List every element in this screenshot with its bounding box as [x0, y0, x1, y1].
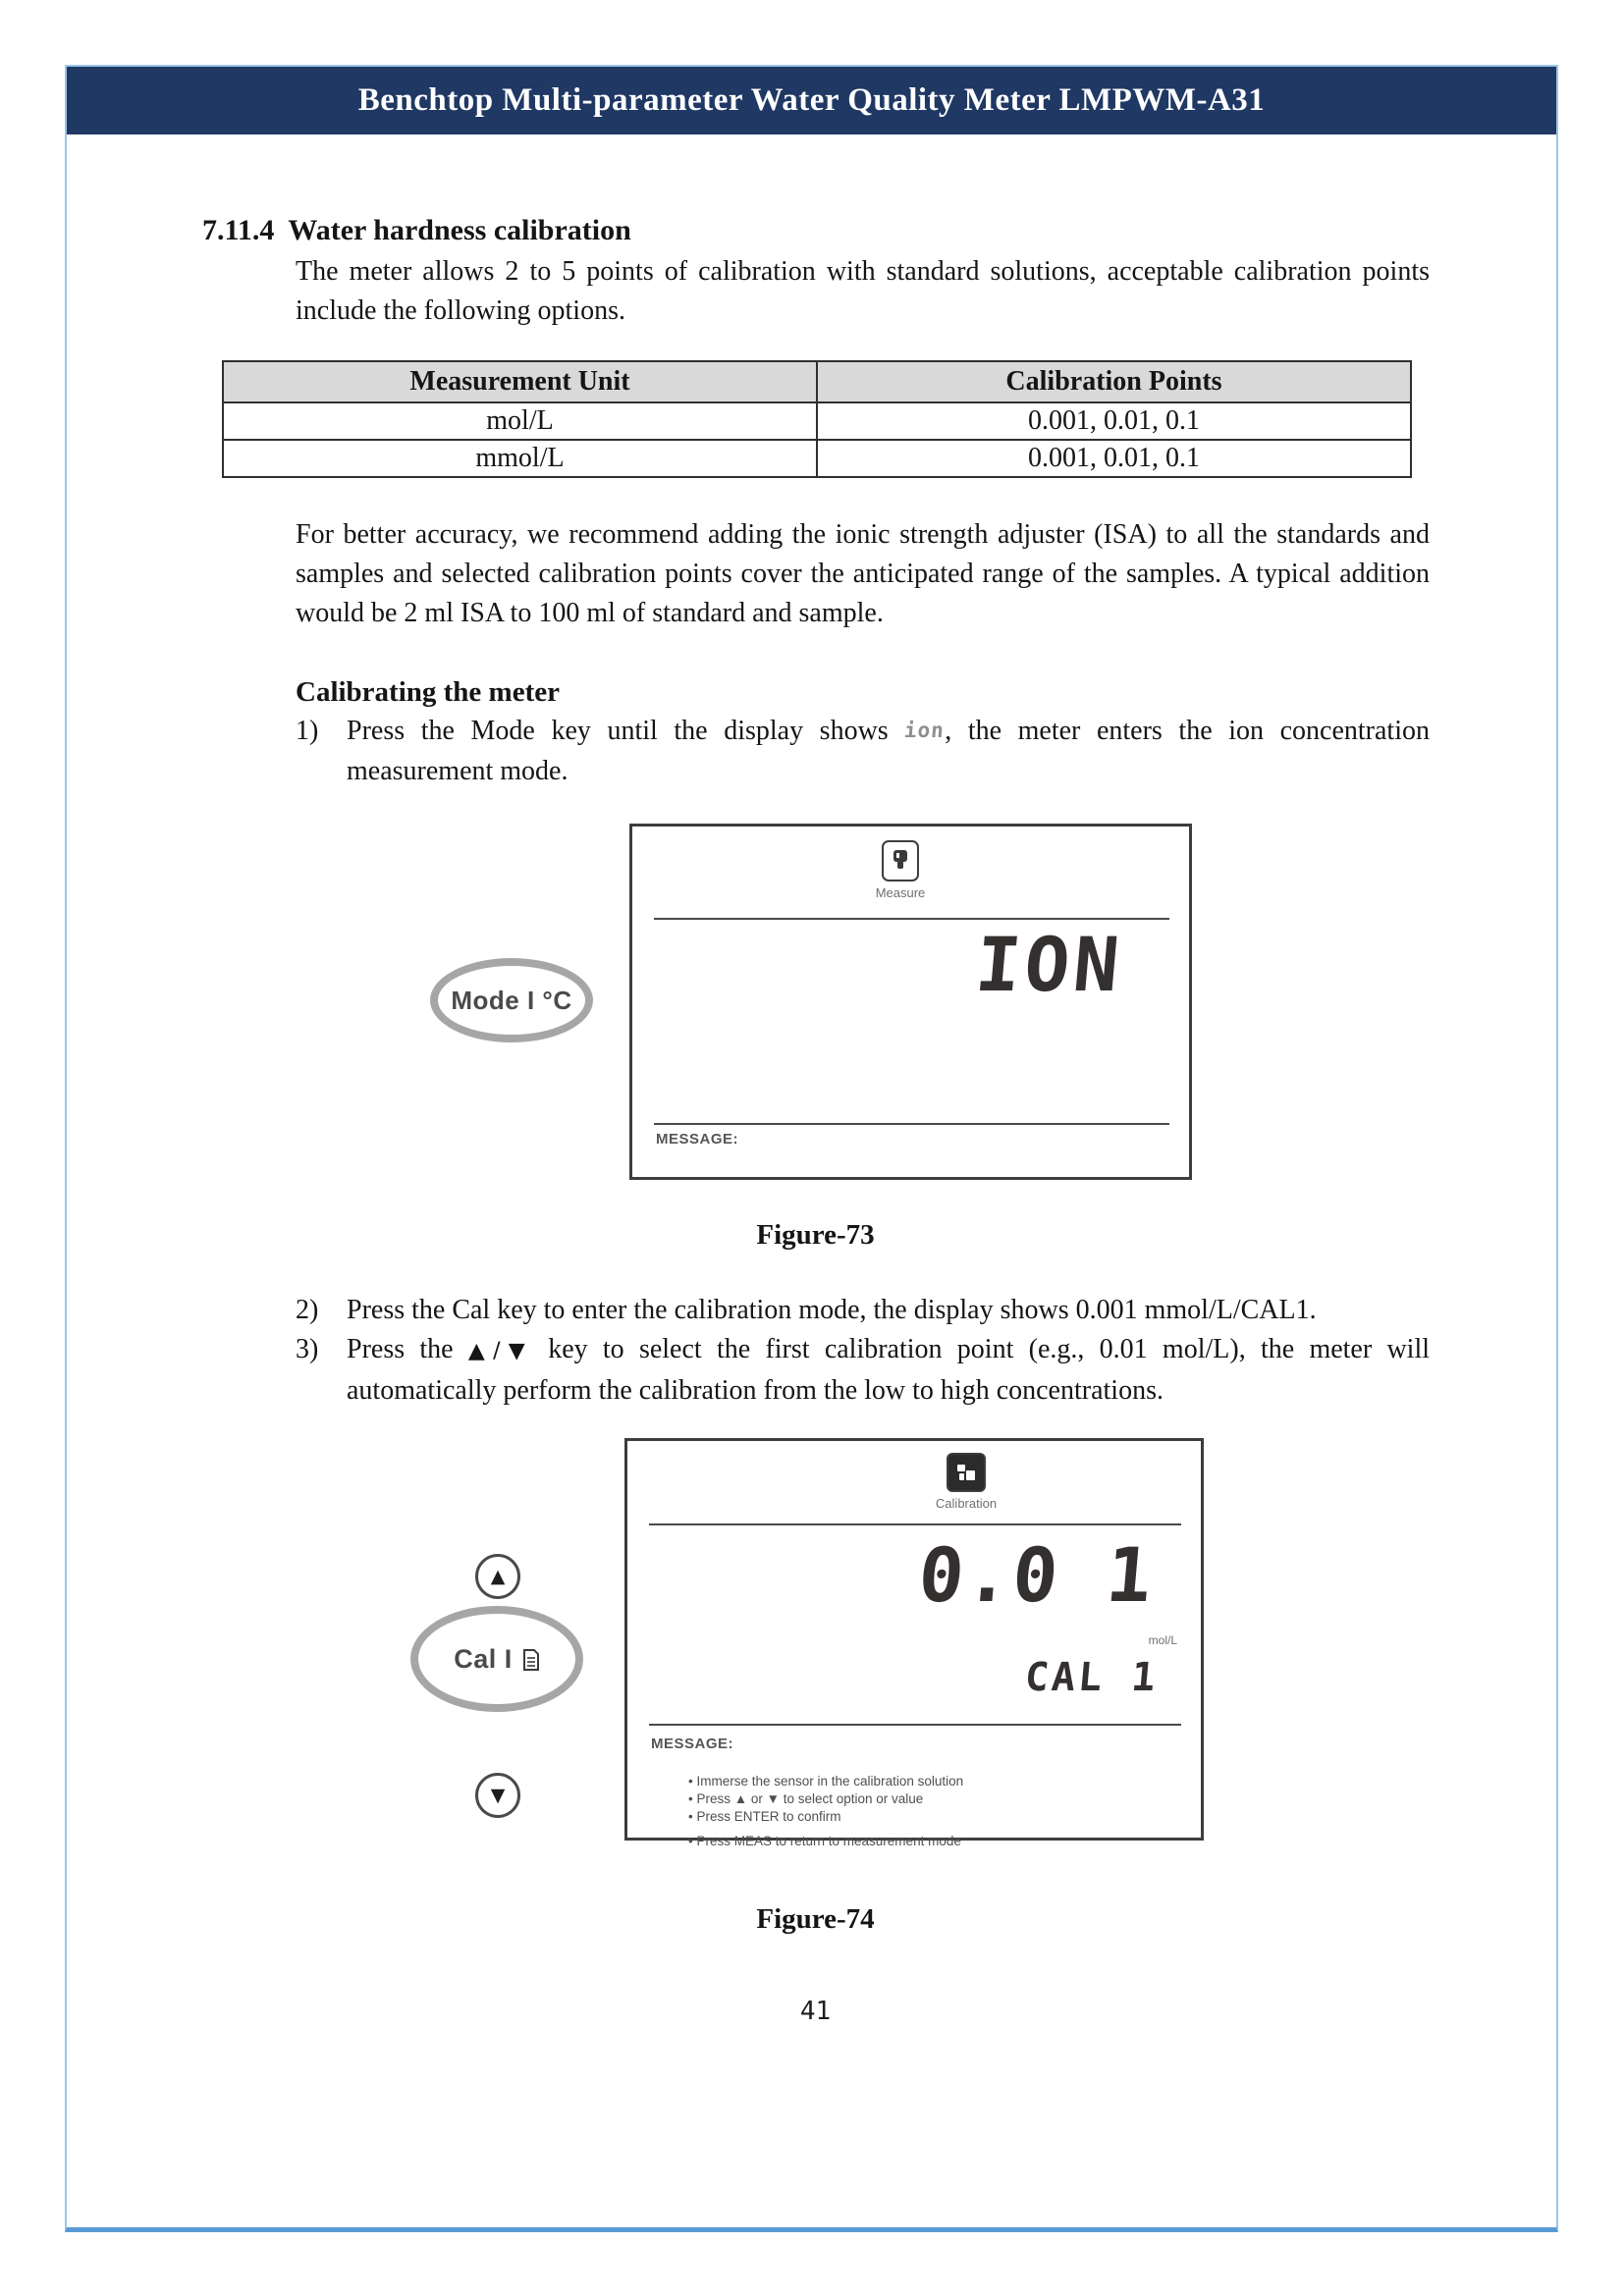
table-header-row — [223, 361, 1411, 402]
table-row — [223, 402, 1411, 440]
section-intro: The meter allows 2 to 5 points of calibration with standard solutions, acceptable calibration points include the following options. — [296, 256, 1430, 326]
ion-lcd-inline-icon: ion — [903, 719, 947, 742]
isa-paragraph: For better accuracy, we recommend adding the ionic strength adjuster (ISA) to all the standards and samples and selected calibration points cover the anticipated range of the samples. A typical addition would be 2 ml ISA to 100 ml of standard and sample. — [296, 519, 1430, 628]
calibration-points-table — [222, 360, 1412, 478]
lcd-ion-readout: ION — [971, 921, 1126, 1008]
step-number: 2) — [296, 1295, 319, 1325]
hint-item: • Press ▲ or ▼ to select option or value — [688, 1790, 1171, 1808]
display-divider — [654, 1123, 1169, 1125]
measure-mode-indicator — [856, 840, 945, 900]
cell-unit: mmol/L — [223, 440, 817, 477]
cell-points: 0.001, 0.01, 0.1 — [817, 402, 1411, 440]
message-label: MESSAGE: — [651, 1735, 734, 1752]
message-label: MESSAGE: — [656, 1131, 739, 1148]
mode-key-button — [430, 958, 593, 1042]
calibrating-subheading: Calibrating the meter — [296, 676, 560, 708]
lcd-unit-label: mol/L — [1148, 1633, 1177, 1647]
figure-74-caption: Figure-74 — [756, 1903, 875, 1935]
up-arrow-key-button — [475, 1554, 520, 1599]
figure-74-graphic — [202, 1438, 1563, 1848]
down-arrow-icon: ▼ — [490, 1785, 506, 1806]
step-text: Press the Mode key until the display shows ion, the meter enters the ion concentration measurement mode. — [347, 712, 1430, 791]
step-text: Press the ▲/▼ key to select the first calibration point (e.g., 0.01 mol/L), the meter will automatically perform the calibration from the low to high concentrations. — [347, 1334, 1431, 1406]
table-row — [223, 440, 1411, 477]
calibration-icon-label: Calibration — [935, 1496, 998, 1511]
mode-key-label: Mode I °C — [451, 985, 572, 1015]
page-frame — [65, 65, 1558, 2232]
lcd-value-readout: 0.0 1 — [915, 1531, 1158, 1619]
up-arrow-icon: ▲ — [490, 1566, 506, 1587]
calibration-icon — [947, 1453, 986, 1492]
down-arrow-key-button — [475, 1773, 520, 1818]
column-header-points: Calibration Points — [817, 361, 1411, 402]
page-header-band — [67, 67, 1556, 134]
hint-item: • Press ENTER to confirm — [688, 1808, 1171, 1826]
step-number: 1) — [296, 716, 319, 746]
document-title: Benchtop Multi-parameter Water Quality Meter LMPWM-A31 — [357, 82, 1266, 118]
display-hint-list — [688, 1773, 1171, 1850]
meter-display-calibration — [624, 1438, 1204, 1848]
display-divider — [649, 1523, 1181, 1525]
page-content — [67, 134, 1556, 2026]
display-divider — [649, 1724, 1181, 1726]
lcd-cal1-readout: CAL 1 — [1022, 1655, 1161, 1700]
section-heading — [202, 211, 1429, 250]
section-title: Water hardness calibration — [288, 214, 631, 246]
cal-key-label: Cal I — [454, 1643, 513, 1674]
cell-points: 0.001, 0.01, 0.1 — [817, 440, 1411, 477]
figure-73-caption: Figure-73 — [756, 1219, 875, 1251]
figure-73-graphic — [202, 819, 1563, 1182]
step-2 — [296, 1291, 1430, 1330]
step-1 — [296, 712, 1430, 791]
section-number: 7.11.4 — [202, 214, 275, 246]
hint-item: • Press MEAS to return to measurement mode — [688, 1833, 1171, 1850]
display-divider — [654, 918, 1169, 920]
beakers-glyph — [954, 1461, 978, 1484]
column-header-unit: Measurement Unit — [223, 361, 817, 402]
meter-display-measure — [629, 824, 1192, 1180]
page-number: 41 — [799, 1997, 832, 2026]
electrode-glyph — [890, 848, 911, 874]
calibration-mode-indicator — [922, 1453, 1010, 1511]
up-down-arrows-inline-icon: ▲/▼ — [467, 1339, 533, 1363]
cal-key-button — [410, 1606, 583, 1712]
hint-item: • Immerse the sensor in the calibration solution — [688, 1773, 1171, 1790]
measure-icon — [882, 840, 919, 881]
document-icon — [522, 1649, 540, 1671]
cell-unit: mol/L — [223, 402, 817, 440]
step-3 — [296, 1330, 1430, 1411]
step-number: 3) — [296, 1334, 319, 1364]
step-text: Press the Cal key to enter the calibration mode, the display shows 0.001 mmol/L/CAL1. — [347, 1295, 1317, 1325]
measure-icon-label: Measure — [875, 885, 926, 900]
